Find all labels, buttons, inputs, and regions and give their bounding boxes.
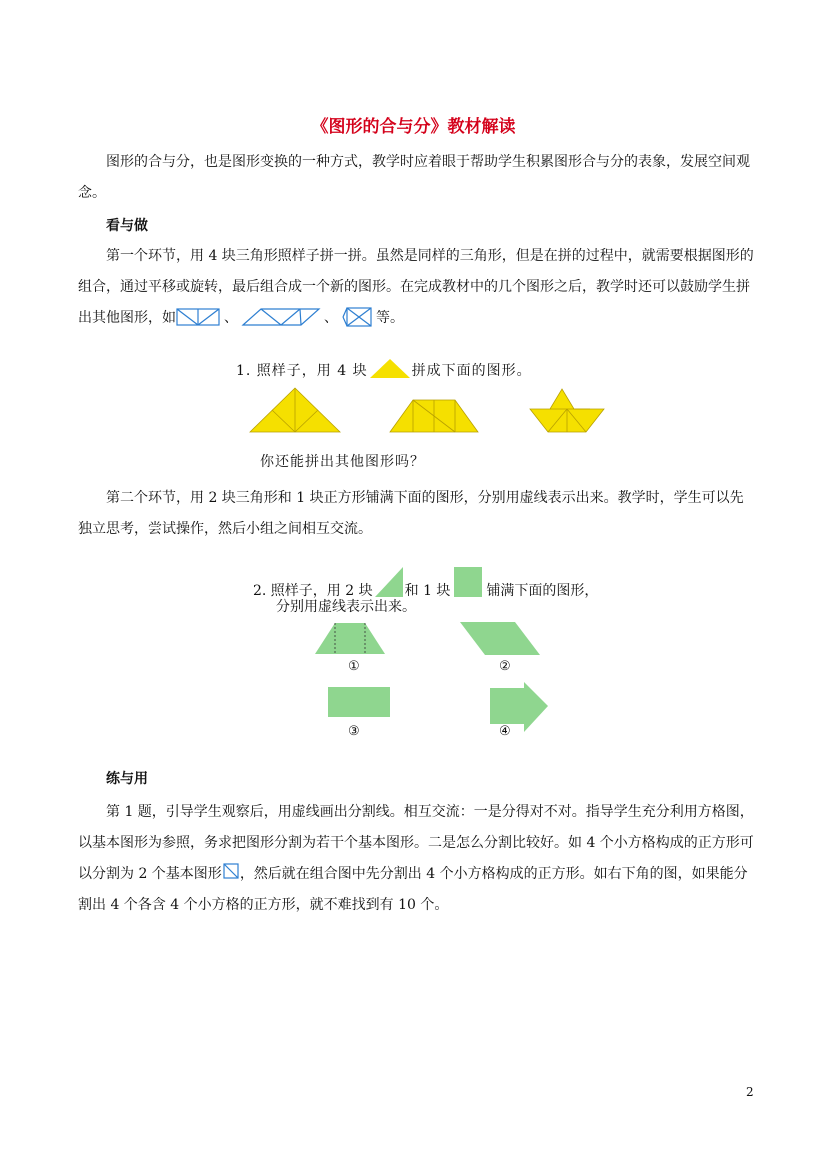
section1-paragraph1-end: 等。 [376,310,404,326]
inline-shape-crossed-square-icon [342,307,372,325]
green-square-icon [454,573,482,599]
figure2-prompt-c: 铺满下面的图形， [486,583,599,599]
figure2-prompt-b: 和 1 块 [404,583,451,599]
section2-paragraph [78,797,754,921]
figure2-label-2: ② [499,659,511,674]
figure2-parallelogram-2 [460,622,540,655]
figure1-large-triangle [250,388,340,432]
figure2-trapezoid-1 [315,623,385,654]
section1-paragraph1 [78,241,754,334]
figure1-trapezoid [390,400,478,432]
intro-paragraph: 图形的合与分，也是图形变换的一种方式，教学时应着眼于帮助学生积累图形合与分的表象，发展空间观念。 [78,154,750,201]
figure1-prompt-after: 拼成下面的图形。 [411,363,532,379]
figure1-question: 你还能拼出其他图形吗？ [260,454,425,470]
section2-paragraph-end: ，然后就在组合图中先分割出 4 个小方格构成的正方形。如右下角的图，如果能分割出 4 个各含 4 个小方格的正方形，就不难找到有 10 个。 [78,866,748,913]
section1-paragraph2: 第二个环节，用 2 块三角形和 1 块正方形铺满下面的图形，分别用虚线表示出来。教学时，学生可以先独立思考，尝试操作，然后小组之间相互交流。 [78,490,744,537]
section-heading-practice: 练与用 [106,771,148,787]
inline-shape-strip-icon [242,308,320,324]
figure2-label-4: ④ [499,724,511,739]
section2-paragraph-text: 第 1 题，引导学生观察后，用虚线画出分割线。相互交流：一是分得对不对。指导学生充分利用方格图，以基本图形为参照，务求把图形分割为若干个基本图形。二是怎么分割比较好。如 4 个小方格构成的正方形可以分割为 2 个基本图形 [78,804,754,882]
section1-paragraph1-text: 第一个环节，用 4 块三角形照样子拼一拼。虽然是同样的三角形，但是在拼的过程中，就需要根据图形的组合，通过平移或旋转，最后组合成一个新的图形。在完成教材中的几个图形之后，教学时还可以鼓励学生拼出其他图形，如 [78,248,754,326]
figure1-prompt-before: 1. 照样子，用 4 块 [236,363,368,379]
page-title: 《图形的合与分》教材解读 [311,117,516,137]
figure1-prompt [236,359,532,380]
separator-comma-2: 、 [324,310,338,326]
figure2-label-3: ③ [348,724,360,739]
section-heading-look-and-do: 看与做 [106,218,148,234]
figure2-shapes [310,620,610,760]
figure2-rectangle-3 [328,687,390,717]
figure1-boat [530,389,604,432]
yellow-triangle-icon [370,359,410,377]
inline-square-diagonal-icon [223,863,239,879]
inline-shape-rectangle-icon [176,308,220,324]
figure2-prompt-a: 2. 照样子，用 2 块 [253,583,373,599]
figure2-prompt-line2: 分别用虚线表示出来。 [276,599,416,615]
page-number: 2 [746,1085,754,1099]
figure2-label-1: ① [348,659,360,674]
separator-comma: 、 [224,310,238,326]
